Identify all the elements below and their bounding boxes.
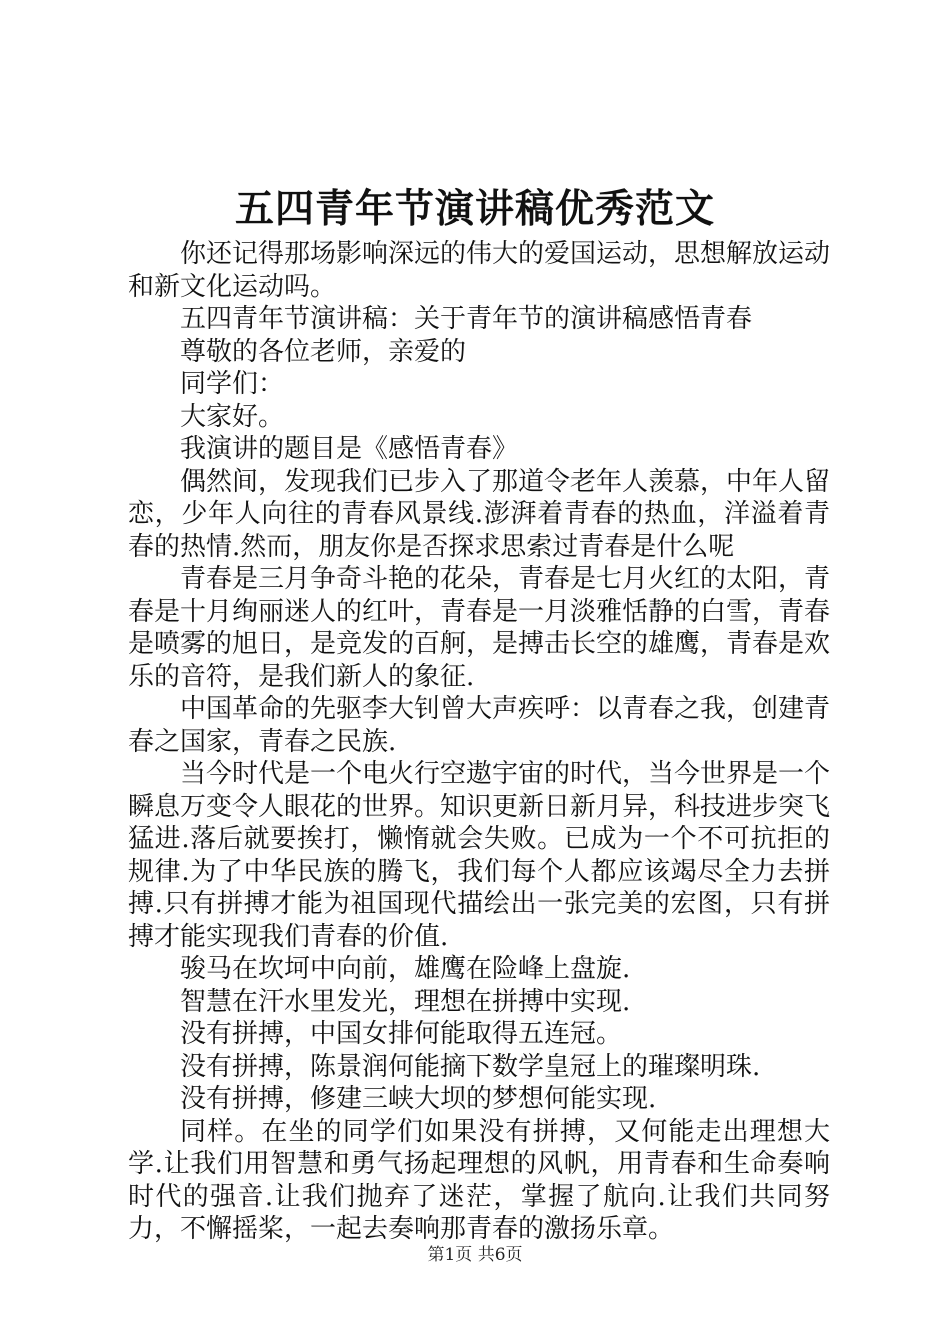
paragraph: 当今时代是一个电火行空遨宇宙的时代，当今世界是一个瞬息万变令人眼花的世界。知识更新日新月异，科技进步突飞猛进.落后就要挨打，懒惰就会失败。已成为一个不可抗拒的规律.为了中华民族的腾飞，我们每个人都应该竭尽全力去拼搏.只有拼搏才能为祖国现代描绘出一张完美的宏图，只有拼搏才能实现我们青春的价值. (128, 759, 831, 952)
document-title: 五四青年节演讲稿优秀范文 (234, 186, 715, 232)
paragraph: 没有拼搏，陈景润何能摘下数学皇冠上的璀璨明珠. (180, 1051, 761, 1082)
paragraph: 智慧在汗水里发光，理想在拼搏中实现. (180, 986, 631, 1017)
paragraph: 你还记得那场影响深远的伟大的爱国运动，思想解放运动和新文化运动吗。 (128, 239, 831, 302)
paragraph: 同样。在坐的同学们如果没有拼搏，又何能走出理想大学.让我们用智慧和勇气扬起理想的风帆，用青春和生命奏响时代的强音.让我们抛弃了迷茫，掌握了航向.让我们共同努力，不懈摇桨，一起去奏响那青春的激扬乐章。 (128, 1116, 830, 1244)
paragraph: 我演讲的题目是《感悟青春》 (180, 434, 519, 464)
document-body (128, 238, 830, 1246)
paragraph: 五四青年节演讲稿：关于青年节的演讲稿感悟青春 (180, 304, 753, 334)
paragraph: 青春是三月争奇斗艳的花朵，青春是七月火红的太阳，青春是十月绚丽迷人的红叶，青春是一月淡雅恬静的白雪，青春是喷雾的旭日，是竞发的百舸，是搏击长空的雄鹰，青春是欢乐的音符，是我们新人的象征. (128, 564, 831, 692)
paragraph: 没有拼搏，中国女排何能取得五连冠。 (180, 1019, 623, 1049)
paragraph: 大家好。 (180, 401, 285, 432)
page-footer: 第1页 共6页 (427, 1245, 523, 1265)
paragraph: 尊敬的各位老师，亲爱的 (180, 336, 467, 367)
paragraph: 同学们： (180, 369, 285, 399)
paragraph: 骏马在坎坷中向前，雄鹰在险峰上盘旋. (180, 954, 631, 984)
paragraph: 偶然间，发现我们已步入了那道令老年人羡慕，中年人留恋，少年人向往的青春风景线.澎湃着青春的热血，洋溢着青春的热情.然而，朋友你是否探求思索过青春是什么呢 (128, 466, 831, 562)
paragraph: 没有拼搏，修建三峡大坝的梦想何能实现. (180, 1084, 657, 1114)
paragraph: 中国革命的先驱李大钊曾大声疾呼：以青春之我，创建青春之国家，青春之民族. (128, 694, 831, 757)
